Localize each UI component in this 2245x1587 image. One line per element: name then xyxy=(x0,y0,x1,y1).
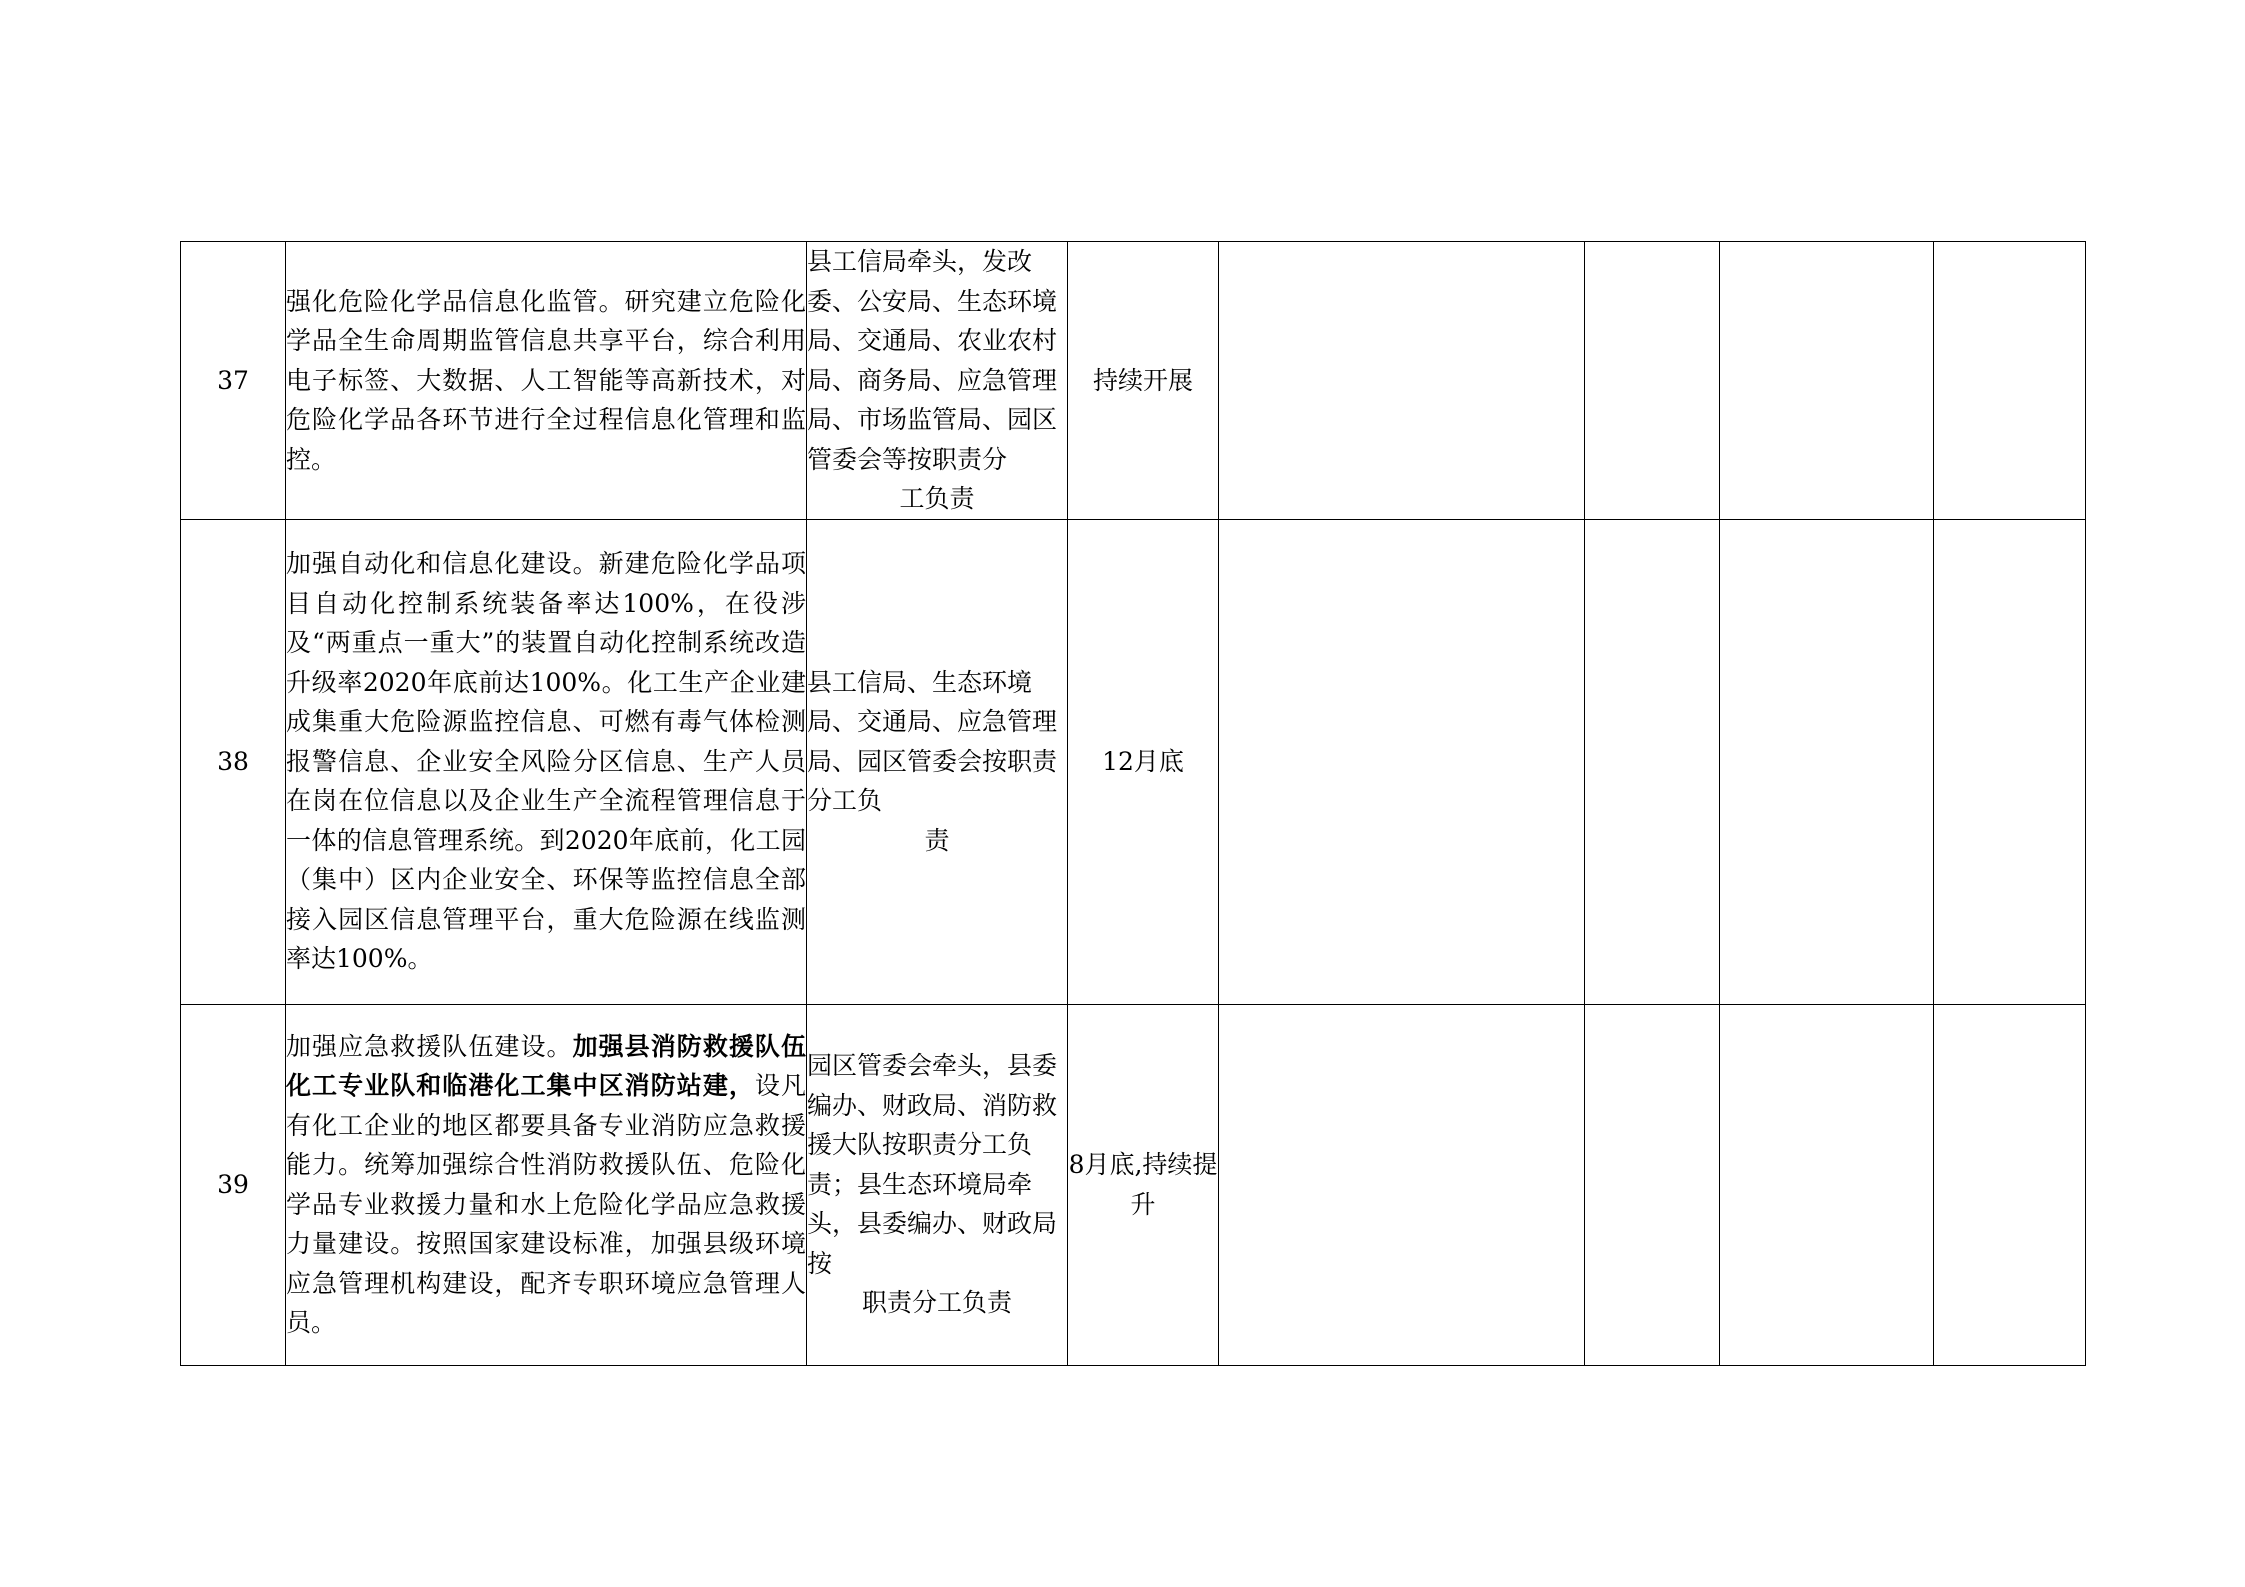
blank-cell xyxy=(1585,242,1720,520)
blank-cell xyxy=(1720,1004,1934,1365)
deadline: 8月底,持续提升 xyxy=(1068,1004,1219,1365)
task-table xyxy=(180,241,2086,1366)
deadline: 12月底 xyxy=(1068,519,1219,1004)
task-description: 加强自动化和信息化建设。新建危险化学品项目自动化控制系统装备率达100%，在役涉及“两重点一重大”的装置自动化控制系统改造升级率2020年底前达100%。化工生产企业建成集重大危险源监控信息、可燃有毒气体检测报警信息、企业安全风险分区信息、生产人员在岗在位信息以及企业生产全流程管理信息于一体的信息管理系统。到2020年底前，化工园（集中）区内企业安全、环保等监控信息全部接入园区信息管理平台，重大危险源在线监测率达100%。 xyxy=(286,519,807,1004)
row-number: 37 xyxy=(181,242,286,520)
blank-cell xyxy=(1720,242,1934,520)
task-text: 加强应急救援队伍建设。 xyxy=(286,1031,573,1061)
dept-text: 县工信局、生态环境局、交通局、应急管理局、园区管委会按职责分工负 xyxy=(807,667,1058,816)
task-text-rest: 设凡有化工企业的地区都要具备专业消防应急救援能力。统筹加强综合性消防救援队伍、危险化学品专业救援力量和水上危险化学品应急救援力量建设。按照国家建设标准，加强县级环境应急管理机构建设，配齐专职环境应急管理人员。 xyxy=(286,1071,806,1337)
task-text-bold: 加强县消防救援队伍化工专业队和临港化工集中区消防站建， xyxy=(286,1031,806,1100)
table-row xyxy=(181,519,2086,1004)
blank-cell xyxy=(1720,519,1934,1004)
table-row xyxy=(181,242,2086,520)
blank-cell xyxy=(1585,519,1720,1004)
task-description: 强化危险化学品信息化监管。研究建立危险化学品全生命周期监管信息共享平台，综合利用电子标签、大数据、人工智能等高新技术，对危险化学品各环节进行全过程信息化管理和监控。 xyxy=(286,242,807,520)
responsible-departments xyxy=(807,1004,1068,1365)
dept-text-tail: 责 xyxy=(924,825,950,855)
blank-cell xyxy=(1934,519,2086,1004)
row-number: 39 xyxy=(181,1004,286,1365)
responsible-departments xyxy=(807,242,1068,520)
dept-text-tail: 工负责 xyxy=(899,484,975,513)
blank-cell xyxy=(1934,242,2086,520)
dept-text-tail: 职责分工负责 xyxy=(861,1288,1012,1318)
row-number: 38 xyxy=(181,519,286,1004)
dept-text: 园区管委会牵头，县委编办、财政局、消防救援大队按职责分工负责；县生态环境局牵头，县委编办、财政局按 xyxy=(807,1051,1058,1278)
blank-cell xyxy=(1585,1004,1720,1365)
deadline: 持续开展 xyxy=(1068,242,1219,520)
blank-cell xyxy=(1219,519,1585,1004)
table-row xyxy=(181,1004,2086,1365)
dept-text: 县工信局牵头，发改委、公安局、生态环境局、交通局、农业农村局、商务局、应急管理局、市场监管局、园区管委会等按职责分 xyxy=(807,247,1058,474)
blank-cell xyxy=(1219,242,1585,520)
blank-cell xyxy=(1934,1004,2086,1365)
task-description xyxy=(286,1004,807,1365)
blank-cell xyxy=(1219,1004,1585,1365)
responsible-departments xyxy=(807,519,1068,1004)
